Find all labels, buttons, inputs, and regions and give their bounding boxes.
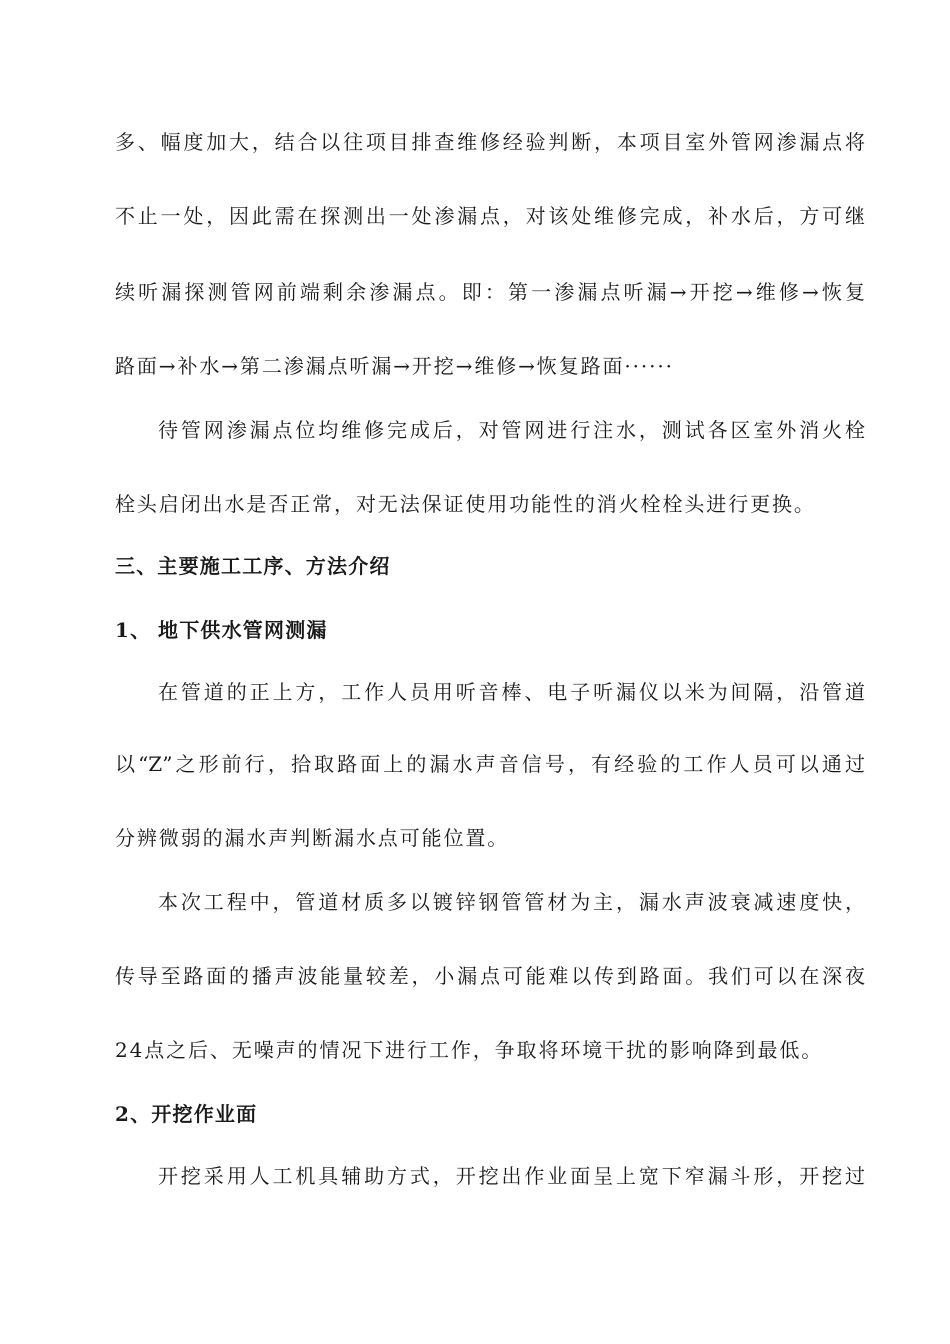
paragraph-line: 分辨微弱的漏水声判断漏水点可能位置。 <box>115 826 510 850</box>
subsection-number: 1、 <box>115 618 152 642</box>
paragraph-line: 多、幅度加大，结合以往项目排查维修经验判断，本项目室外管网渗漏点将 <box>115 130 865 154</box>
paragraph-line: 路面→补水→第二渗漏点听漏→开挖→维修→恢复路面······ <box>115 354 674 378</box>
paragraph-line: 待管网渗漏点位均维修完成后，对管网进行注水，测试各区室外消火栓 <box>158 418 865 442</box>
paragraph-line: 栓头启闭出水是否正常，对无法保证使用功能性的消火栓栓头进行更换。 <box>115 492 816 516</box>
subsection-title: 地下供水管网测漏 <box>158 618 328 642</box>
paragraph-line: 以“Z”之形前行，拾取路面上的漏水声音信号，有经验的工作人员可以通过 <box>115 752 865 776</box>
paragraph-line: 本次工程中，管道材质多以镀锌钢管管材为主，漏水声波衰减速度快， <box>158 890 865 914</box>
paragraph-line: 不止一处，因此需在探测出一处渗漏点，对该处维修完成，补水后，方可继 <box>115 204 865 228</box>
paragraph-line: 续听漏探测管网前端剩余渗漏点。即：第一渗漏点听漏→开挖→维修→恢复 <box>115 280 865 304</box>
paragraph-line: 24点之后、无噪声的情况下进行工作，争取将环境干扰的影响降到最低。 <box>115 1038 824 1062</box>
paragraph-line: 传导至路面的播声波能量较差，小漏点可能难以传到路面。我们可以在深夜 <box>115 964 865 988</box>
paragraph-line: 在管道的正上方，工作人员用听音棒、电子听漏仪以米为间隔，沿管道 <box>158 680 865 704</box>
subsection-heading-1 <box>115 616 865 644</box>
subsection-heading-2: 2、开挖作业面 <box>115 1102 258 1126</box>
paragraph-line: 开挖采用人工机具辅助方式，开挖出作业面呈上宽下窄漏斗形，开挖过 <box>158 1164 865 1188</box>
section-heading: 三、主要施工工序、方法介绍 <box>115 554 391 578</box>
